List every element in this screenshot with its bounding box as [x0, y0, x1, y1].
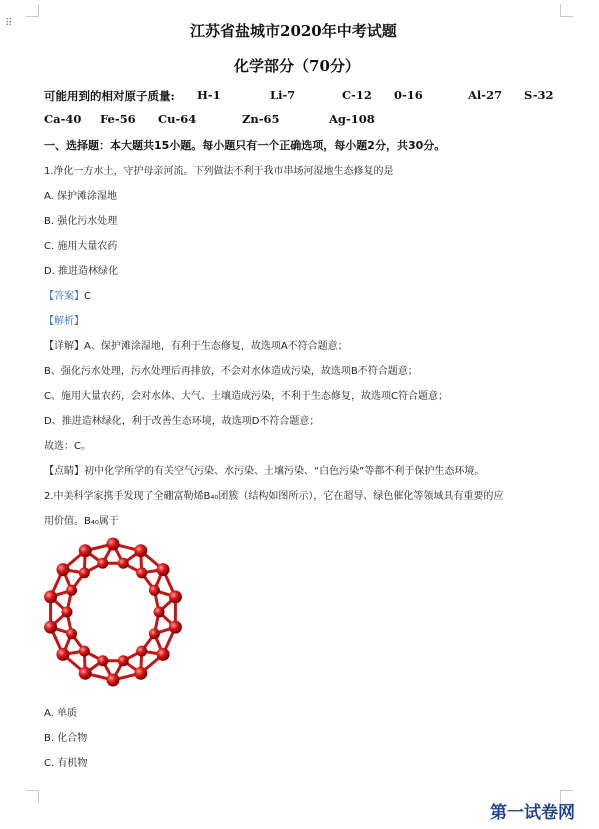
- atomic-mass-item: Li-7: [270, 88, 296, 102]
- atomic-mass-item: C-12: [342, 88, 372, 102]
- boron-atom: [149, 585, 160, 596]
- explain-text: A、保护滩涂湿地，有利于生态修复，故选项A不符合题意；: [84, 341, 348, 352]
- atomic-mass-item: Cu-64: [158, 112, 197, 126]
- explain-line-d: D、推进造林绿化，利于改善生态环境，故选项D不符合题意；: [44, 416, 320, 427]
- question-2-stem-line2: 用价值。B₄₀属于: [44, 516, 119, 527]
- question-1-option-c: C. 施用大量农药: [44, 241, 118, 252]
- answer-value: C: [84, 291, 91, 302]
- atomic-mass-item: Fe-56: [100, 112, 136, 126]
- conclusion: 故选：C。: [44, 441, 91, 452]
- page-title: 江苏省盐城市2020年中考试题: [190, 22, 397, 40]
- boron-atom: [44, 621, 57, 634]
- atomic-mass-item: 0-16: [394, 88, 423, 102]
- boron-atom: [107, 538, 120, 551]
- b40-cluster-figure: [38, 534, 188, 694]
- explain-line-b: B、强化污水处理，污水处理后再排放，不会对水体造成污染，故选项B不符合题意；: [44, 366, 418, 377]
- boron-atom: [62, 607, 73, 618]
- question-1-stem: 1.净化一方水土，守护母亲河流。下列做法不利于我市串场河湿地生态修复的是: [44, 166, 394, 177]
- boron-atom: [136, 567, 147, 578]
- crop-mark-top-left: [26, 4, 39, 17]
- boron-atom: [79, 567, 90, 578]
- atomic-mass-item: S-32: [524, 88, 554, 102]
- question-2-option-c: C. 有机物: [44, 758, 88, 769]
- answer-tag: 【答案】: [44, 291, 84, 302]
- atomic-mass-item: Ca-40: [44, 112, 82, 126]
- question-2-stem-line1: 2.中美科学家携手发现了全硼富勒烯B₄₀团簇（结构如图所示），它在超导、绿色催化等领域具有重要的应: [44, 491, 504, 502]
- boron-atom: [66, 585, 77, 596]
- boron-atom: [79, 667, 92, 680]
- explain-line-a: [44, 337, 348, 352]
- explain-line-c: C、施用大量农药，会对水体、大气、土壤造成污染，不利于生态修复，故选项C符合题意；: [44, 391, 448, 402]
- remark-line: [44, 462, 484, 477]
- crop-mark-bottom-left: [26, 790, 39, 803]
- boron-atom: [134, 667, 147, 680]
- atomic-mass-item: Ag-108: [329, 112, 375, 126]
- remark-tag: 【点睛】: [44, 466, 84, 477]
- boron-atom: [149, 628, 160, 639]
- boron-atom: [136, 646, 147, 657]
- atomic-mass-item: Al-27: [468, 88, 503, 102]
- boron-atom: [79, 544, 92, 557]
- atomic-mass-item: H-1: [197, 88, 221, 102]
- boron-atom: [134, 544, 147, 557]
- boron-atom: [56, 563, 69, 576]
- boron-atom: [118, 655, 129, 666]
- boron-atom: [56, 648, 69, 661]
- boron-atom: [107, 674, 120, 687]
- section-heading: 一、选择题：本大题共15小题。每小题只有一个正确选项，每小题2分，共30分。: [44, 139, 446, 152]
- question-1-option-d: D. 推进造林绿化: [44, 266, 119, 277]
- question-1-option-a: A. 保护滩涂湿地: [44, 191, 118, 202]
- boron-atom: [66, 628, 77, 639]
- question-2-option-a: A. 单质: [44, 708, 78, 719]
- boron-atom: [157, 648, 170, 661]
- boron-atom: [118, 558, 129, 569]
- boron-atom: [154, 607, 165, 618]
- analysis-tag: 【解析】: [44, 316, 84, 327]
- boron-atom: [169, 590, 182, 603]
- drag-handle-icon[interactable]: ⠿: [5, 18, 14, 29]
- watermark: 第一试卷网: [490, 803, 575, 823]
- question-1-option-b: B. 强化污水处理: [44, 216, 118, 227]
- question-2-option-b: B. 化合物: [44, 733, 88, 744]
- boron-atom: [44, 590, 57, 603]
- boron-atom: [97, 655, 108, 666]
- boron-atom: [157, 563, 170, 576]
- remark-text: 初中化学所学的有关空气污染、水污染、土壤污染、“白色污染”等都不利于保护生态环境。: [84, 466, 485, 477]
- boron-atom: [79, 646, 90, 657]
- boron-atom: [97, 558, 108, 569]
- atomic-mass-item: Zn-65: [242, 112, 280, 126]
- page-subtitle: 化学部分（70分）: [234, 57, 360, 75]
- boron-atom: [169, 621, 182, 634]
- explain-tag: 【详解】: [44, 341, 84, 352]
- answer-line: [44, 287, 91, 302]
- atomic-mass-label: 可能用到的相对原子质量:: [44, 89, 175, 103]
- crop-mark-top-right: [560, 4, 573, 17]
